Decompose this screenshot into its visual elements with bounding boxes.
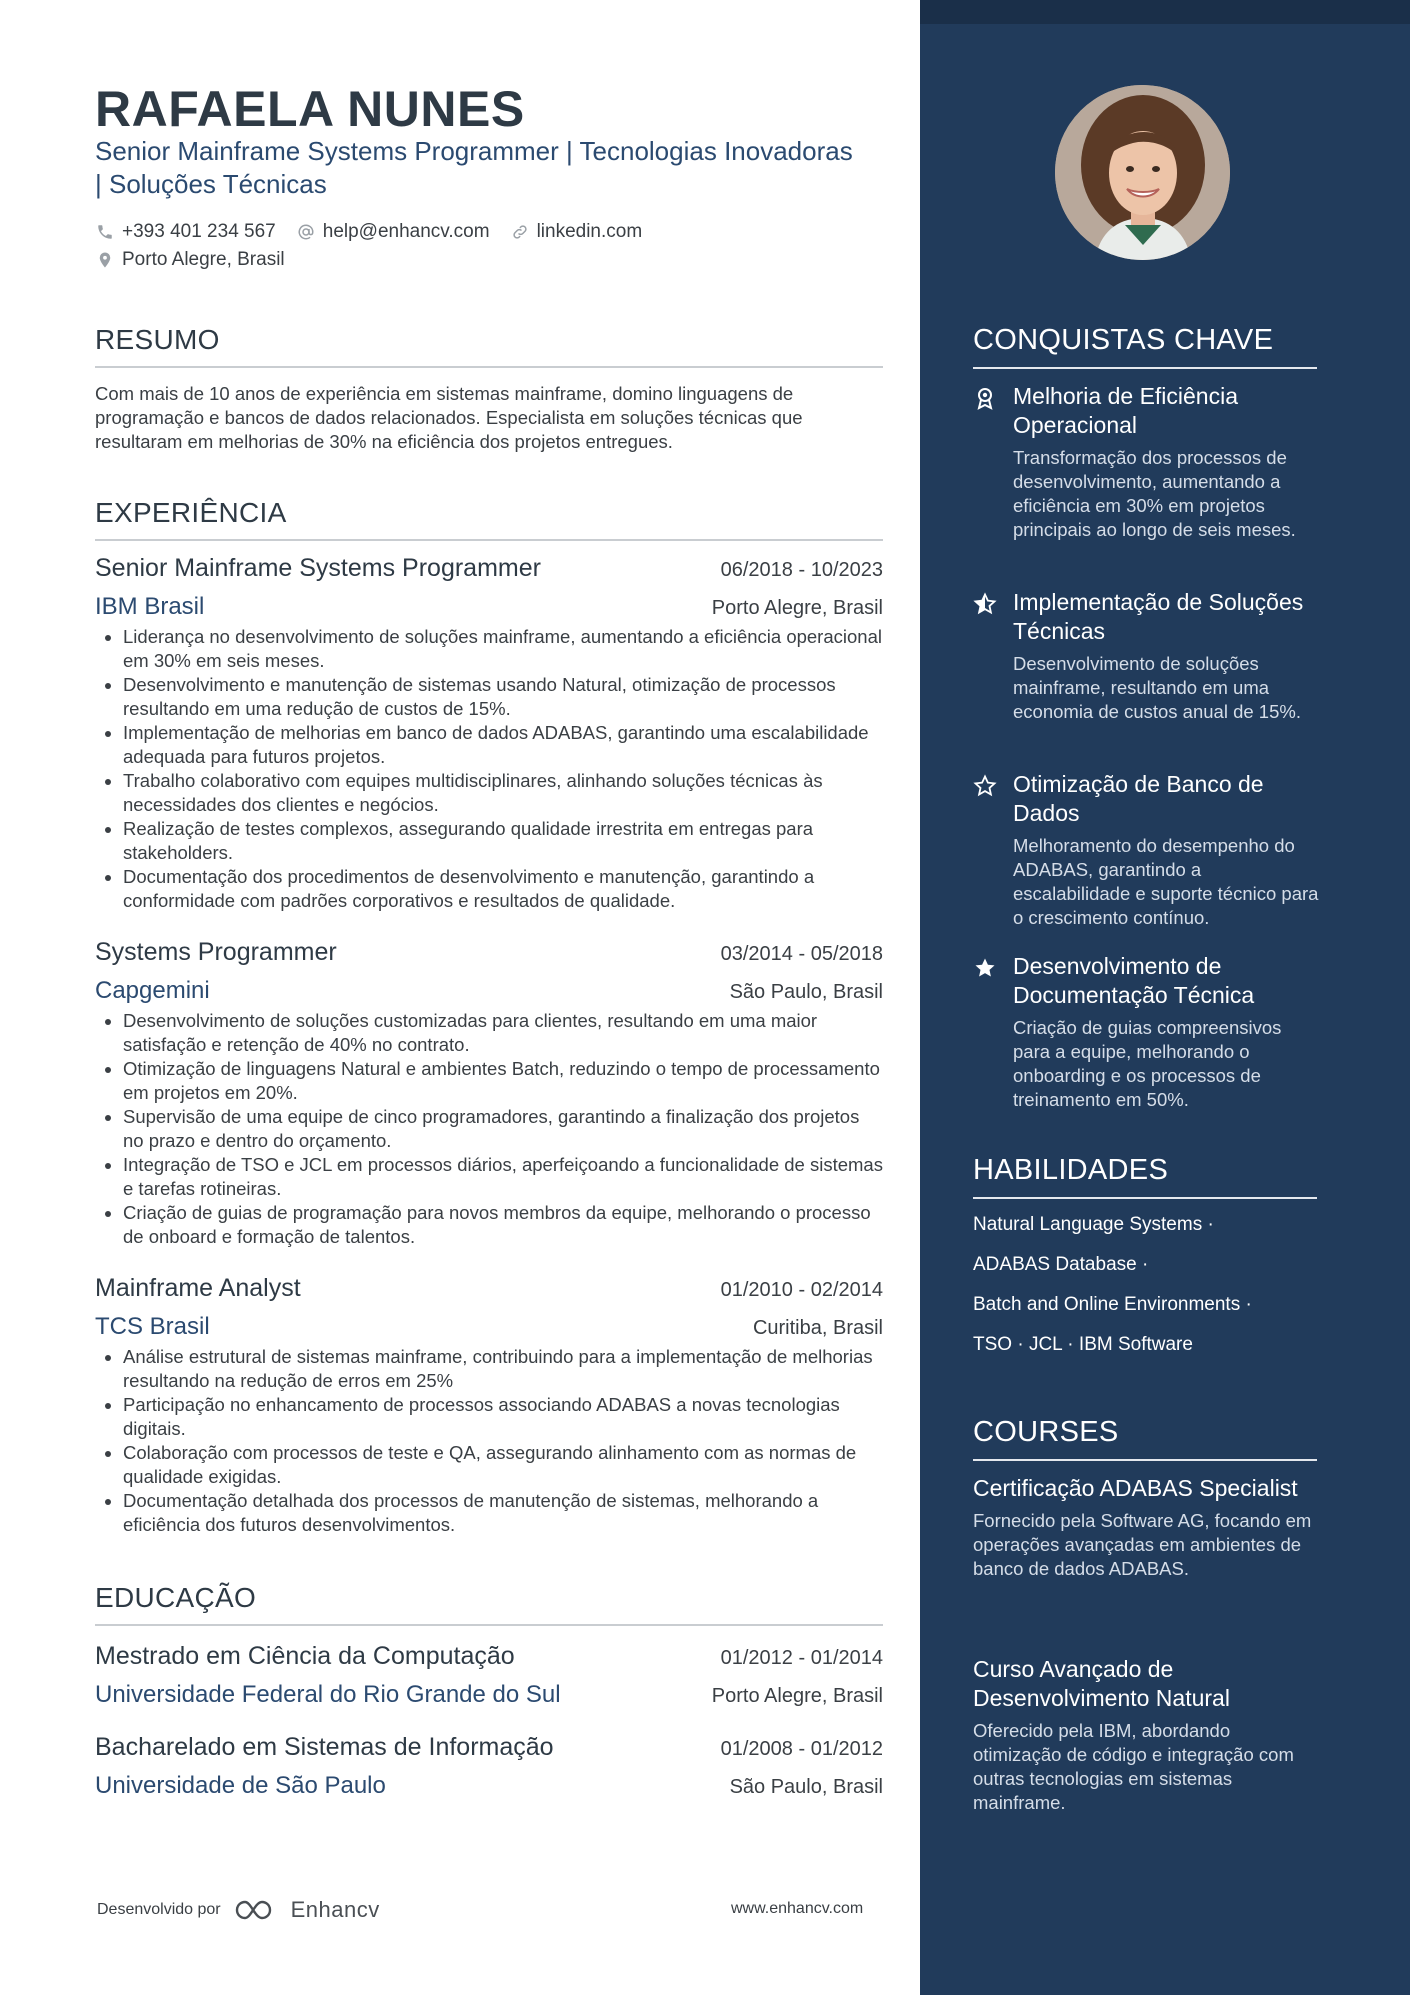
bullet-item: Desenvolvimento e manutenção de sistemas usando Natural, otimização de processos resultando em uma redução de custos de 15%. xyxy=(95,673,883,721)
bullet-item: Implementação de melhorias em banco de dados ADABAS, garantindo uma escalabilidade adequada para futuros projetos. xyxy=(95,721,883,769)
enhancv-brand-text: Enhancv xyxy=(290,1897,380,1922)
job-company: IBM Brasil xyxy=(95,593,205,620)
education-heading: EDUCAÇÃO xyxy=(95,1582,883,1626)
education-dates: 01/2012 - 01/2014 xyxy=(720,1647,883,1669)
location-pin-icon xyxy=(95,250,115,270)
skills-list xyxy=(973,1212,1323,1372)
bullet-item: Desenvolvimento de soluções customizadas para clientes, resultando em uma maior satisfação e retenção de 40% no contrato. xyxy=(95,1009,883,1057)
degree-title: Mestrado em Ciência da Computação xyxy=(95,1642,515,1670)
skills-heading: HABILIDADES xyxy=(973,1154,1317,1199)
at-icon xyxy=(296,222,316,242)
job-entry xyxy=(95,554,883,913)
achievements-heading: CONQUISTAS CHAVE xyxy=(973,324,1317,369)
job-bullets xyxy=(95,625,883,913)
course-item xyxy=(973,1474,1323,1581)
bullet-item: Otimização de linguagens Natural e ambientes Batch, reduzindo o tempo de processamento em projetos em 20%. xyxy=(95,1057,883,1105)
education-dates: 01/2008 - 01/2012 xyxy=(720,1738,883,1760)
linkedin-contact[interactable] xyxy=(510,221,643,243)
location-contact xyxy=(95,249,285,271)
job-company: TCS Brasil xyxy=(95,1313,210,1340)
job-dates: 06/2018 - 10/2023 xyxy=(720,559,883,581)
skill-line: Batch and Online Environments · xyxy=(973,1294,1252,1315)
education-entry xyxy=(95,1733,883,1800)
headline: Senior Mainframe Systems Programmer | Tecnologias Inovadoras | Soluções Técnicas xyxy=(95,136,853,199)
school-name: Universidade de São Paulo xyxy=(95,1772,386,1799)
course-description: Fornecido pela Software AG, focando em operações avançadas em ambientes de banco de dados ADABAS. xyxy=(973,1510,1312,1579)
phone-icon xyxy=(95,222,115,242)
degree-title: Bacharelado em Sistemas de Informação xyxy=(95,1733,554,1761)
email-text: help@enhancv.com xyxy=(322,221,490,242)
job-entry xyxy=(95,1274,883,1537)
education-entry xyxy=(95,1642,883,1709)
job-location: Porto Alegre, Brasil xyxy=(711,597,883,619)
bullet-item: Realização de testes complexos, assegurando qualidade irrestrita em entregas para stakeholders. xyxy=(95,817,883,865)
powered-by-text: Desenvolvido por xyxy=(97,1901,221,1918)
course-item xyxy=(973,1655,1323,1815)
bullet-item: Participação no enhancamento de processos associando ADABAS a novas tecnologias digitais. xyxy=(95,1393,883,1441)
summary-heading: RESUMO xyxy=(95,324,883,368)
courses-heading: COURSES xyxy=(973,1416,1317,1461)
job-title: Systems Programmer xyxy=(95,938,337,966)
contact-info xyxy=(95,218,855,274)
bullet-item: Trabalho colaborativo com equipes multidisciplinares, alinhando soluções técnicas às necessidades dos clientes e negócios. xyxy=(95,769,883,817)
job-title: Mainframe Analyst xyxy=(95,1274,301,1302)
school-location: Porto Alegre, Brasil xyxy=(711,1685,883,1707)
bullet-item: Documentação dos procedimentos de desenvolvimento e manutenção, garantindo a conformidade com padrões corporativos e resultados de qualidade. xyxy=(95,865,883,913)
star-outline-icon xyxy=(973,774,997,798)
candidate-name: RAFAELA NUNES xyxy=(95,81,525,137)
bullet-item: Colaboração com processos de teste e QA, assegurando alinhamento com as normas de qualidade exigidas. xyxy=(95,1441,883,1489)
job-bullets xyxy=(95,1345,883,1537)
achievement-title: Implementação de Soluções Técnicas xyxy=(1013,589,1304,644)
course-title: Curso Avançado de Desenvolvimento Natural xyxy=(973,1656,1230,1711)
job-location: São Paulo, Brasil xyxy=(729,981,883,1003)
linkedin-text: linkedin.com xyxy=(536,221,643,242)
job-entry xyxy=(95,938,883,1249)
bullet-item: Integração de TSO e JCL em processos diários, aperfeiçoando a funcionalidade de sistemas e tarefas rotineiras. xyxy=(95,1153,883,1201)
achievement-description: Melhoramento do desempenho do ADABAS, garantindo a escalabilidade e suporte técnico para o crescimento contínuo. xyxy=(1013,835,1319,928)
achievement-item xyxy=(973,382,1323,542)
skill-line: Natural Language Systems · xyxy=(973,1214,1214,1235)
email-contact[interactable] xyxy=(296,221,490,243)
footer-website[interactable]: www.enhancv.com xyxy=(731,1900,864,1917)
experience-heading: EXPERIÊNCIA xyxy=(95,497,883,541)
enhancv-logo-icon xyxy=(233,1896,281,1924)
achievement-description: Criação de guias compreensivos para a equipe, melhorando o onboarding e os processos de treinamento em 50%. xyxy=(1013,1017,1282,1110)
achievement-item xyxy=(973,952,1323,1112)
job-title: Senior Mainframe Systems Programmer xyxy=(95,554,541,582)
footer-branding xyxy=(97,1896,380,1924)
bullet-item: Supervisão de uma equipe de cinco programadores, garantindo a finalização dos projetos no prazo e dentro do orçamento. xyxy=(95,1105,883,1153)
school-name: Universidade Federal do Rio Grande do Sul xyxy=(95,1681,561,1708)
job-dates: 03/2014 - 05/2018 xyxy=(720,943,883,965)
star-filled-icon xyxy=(973,956,997,980)
achievement-title: Desenvolvimento de Documentação Técnica xyxy=(1013,953,1255,1008)
enhancv-logo[interactable] xyxy=(233,1896,380,1924)
bullet-item: Análise estrutural de sistemas mainframe, contribuindo para a implementação de melhorias resultando na redução de erros em 25% xyxy=(95,1345,883,1393)
achievement-title: Melhoria de Eficiência Operacional xyxy=(1013,383,1239,438)
avatar xyxy=(1055,85,1230,260)
location-text: Porto Alegre, Brasil xyxy=(122,249,285,270)
achievement-item xyxy=(973,770,1323,930)
skill-line: TSO · JCL · IBM Software xyxy=(973,1334,1193,1355)
course-title: Certificação ADABAS Specialist xyxy=(973,1475,1298,1501)
skill-line: ADABAS Database · xyxy=(973,1254,1149,1275)
sidebar xyxy=(920,0,1410,1995)
achievement-title: Otimização de Banco de Dados xyxy=(1013,771,1264,826)
school-location: São Paulo, Brasil xyxy=(729,1776,883,1798)
job-location: Curitiba, Brasil xyxy=(752,1317,883,1339)
course-description: Oferecido pela IBM, abordando otimização de código e integração com outras tecnologias em sistemas mainframe. xyxy=(973,1720,1294,1813)
achievement-description: Transformação dos processos de desenvolvimento, aumentando a eficiência em 30% em projetos principais ao longo de seis meses. xyxy=(1013,447,1296,540)
bullet-item: Criação de guias de programação para novos membros da equipe, melhorando o processo de onboard e formação de talentos. xyxy=(95,1201,883,1249)
award-icon xyxy=(973,386,997,410)
job-company: Capgemini xyxy=(95,977,210,1004)
sidebar-top-band xyxy=(920,0,1410,24)
achievement-item xyxy=(973,588,1323,724)
bullet-item: Documentação detalhada dos processos de manutenção de sistemas, melhorando a eficiência dos futuros desenvolvimentos. xyxy=(95,1489,883,1537)
achievement-description: Desenvolvimento de soluções mainframe, resultando em uma economia de custos anual de 15%. xyxy=(1013,653,1301,722)
phone-contact[interactable] xyxy=(95,221,276,243)
job-bullets xyxy=(95,1009,883,1249)
link-icon xyxy=(510,222,530,242)
star-half-icon xyxy=(973,592,997,616)
job-dates: 01/2010 - 02/2014 xyxy=(720,1279,883,1301)
phone-text: +393 401 234 567 xyxy=(122,221,276,242)
bullet-item: Liderança no desenvolvimento de soluções mainframe, aumentando a eficiência operacional em 30% em seis meses. xyxy=(95,625,883,673)
summary-text: Com mais de 10 anos de experiência em sistemas mainframe, domino linguagens de programação e bancos de dados relacionados. Especialista em soluções técnicas que resultaram em melhorias de 30% na eficiência dos projetos entregues. xyxy=(95,383,803,452)
